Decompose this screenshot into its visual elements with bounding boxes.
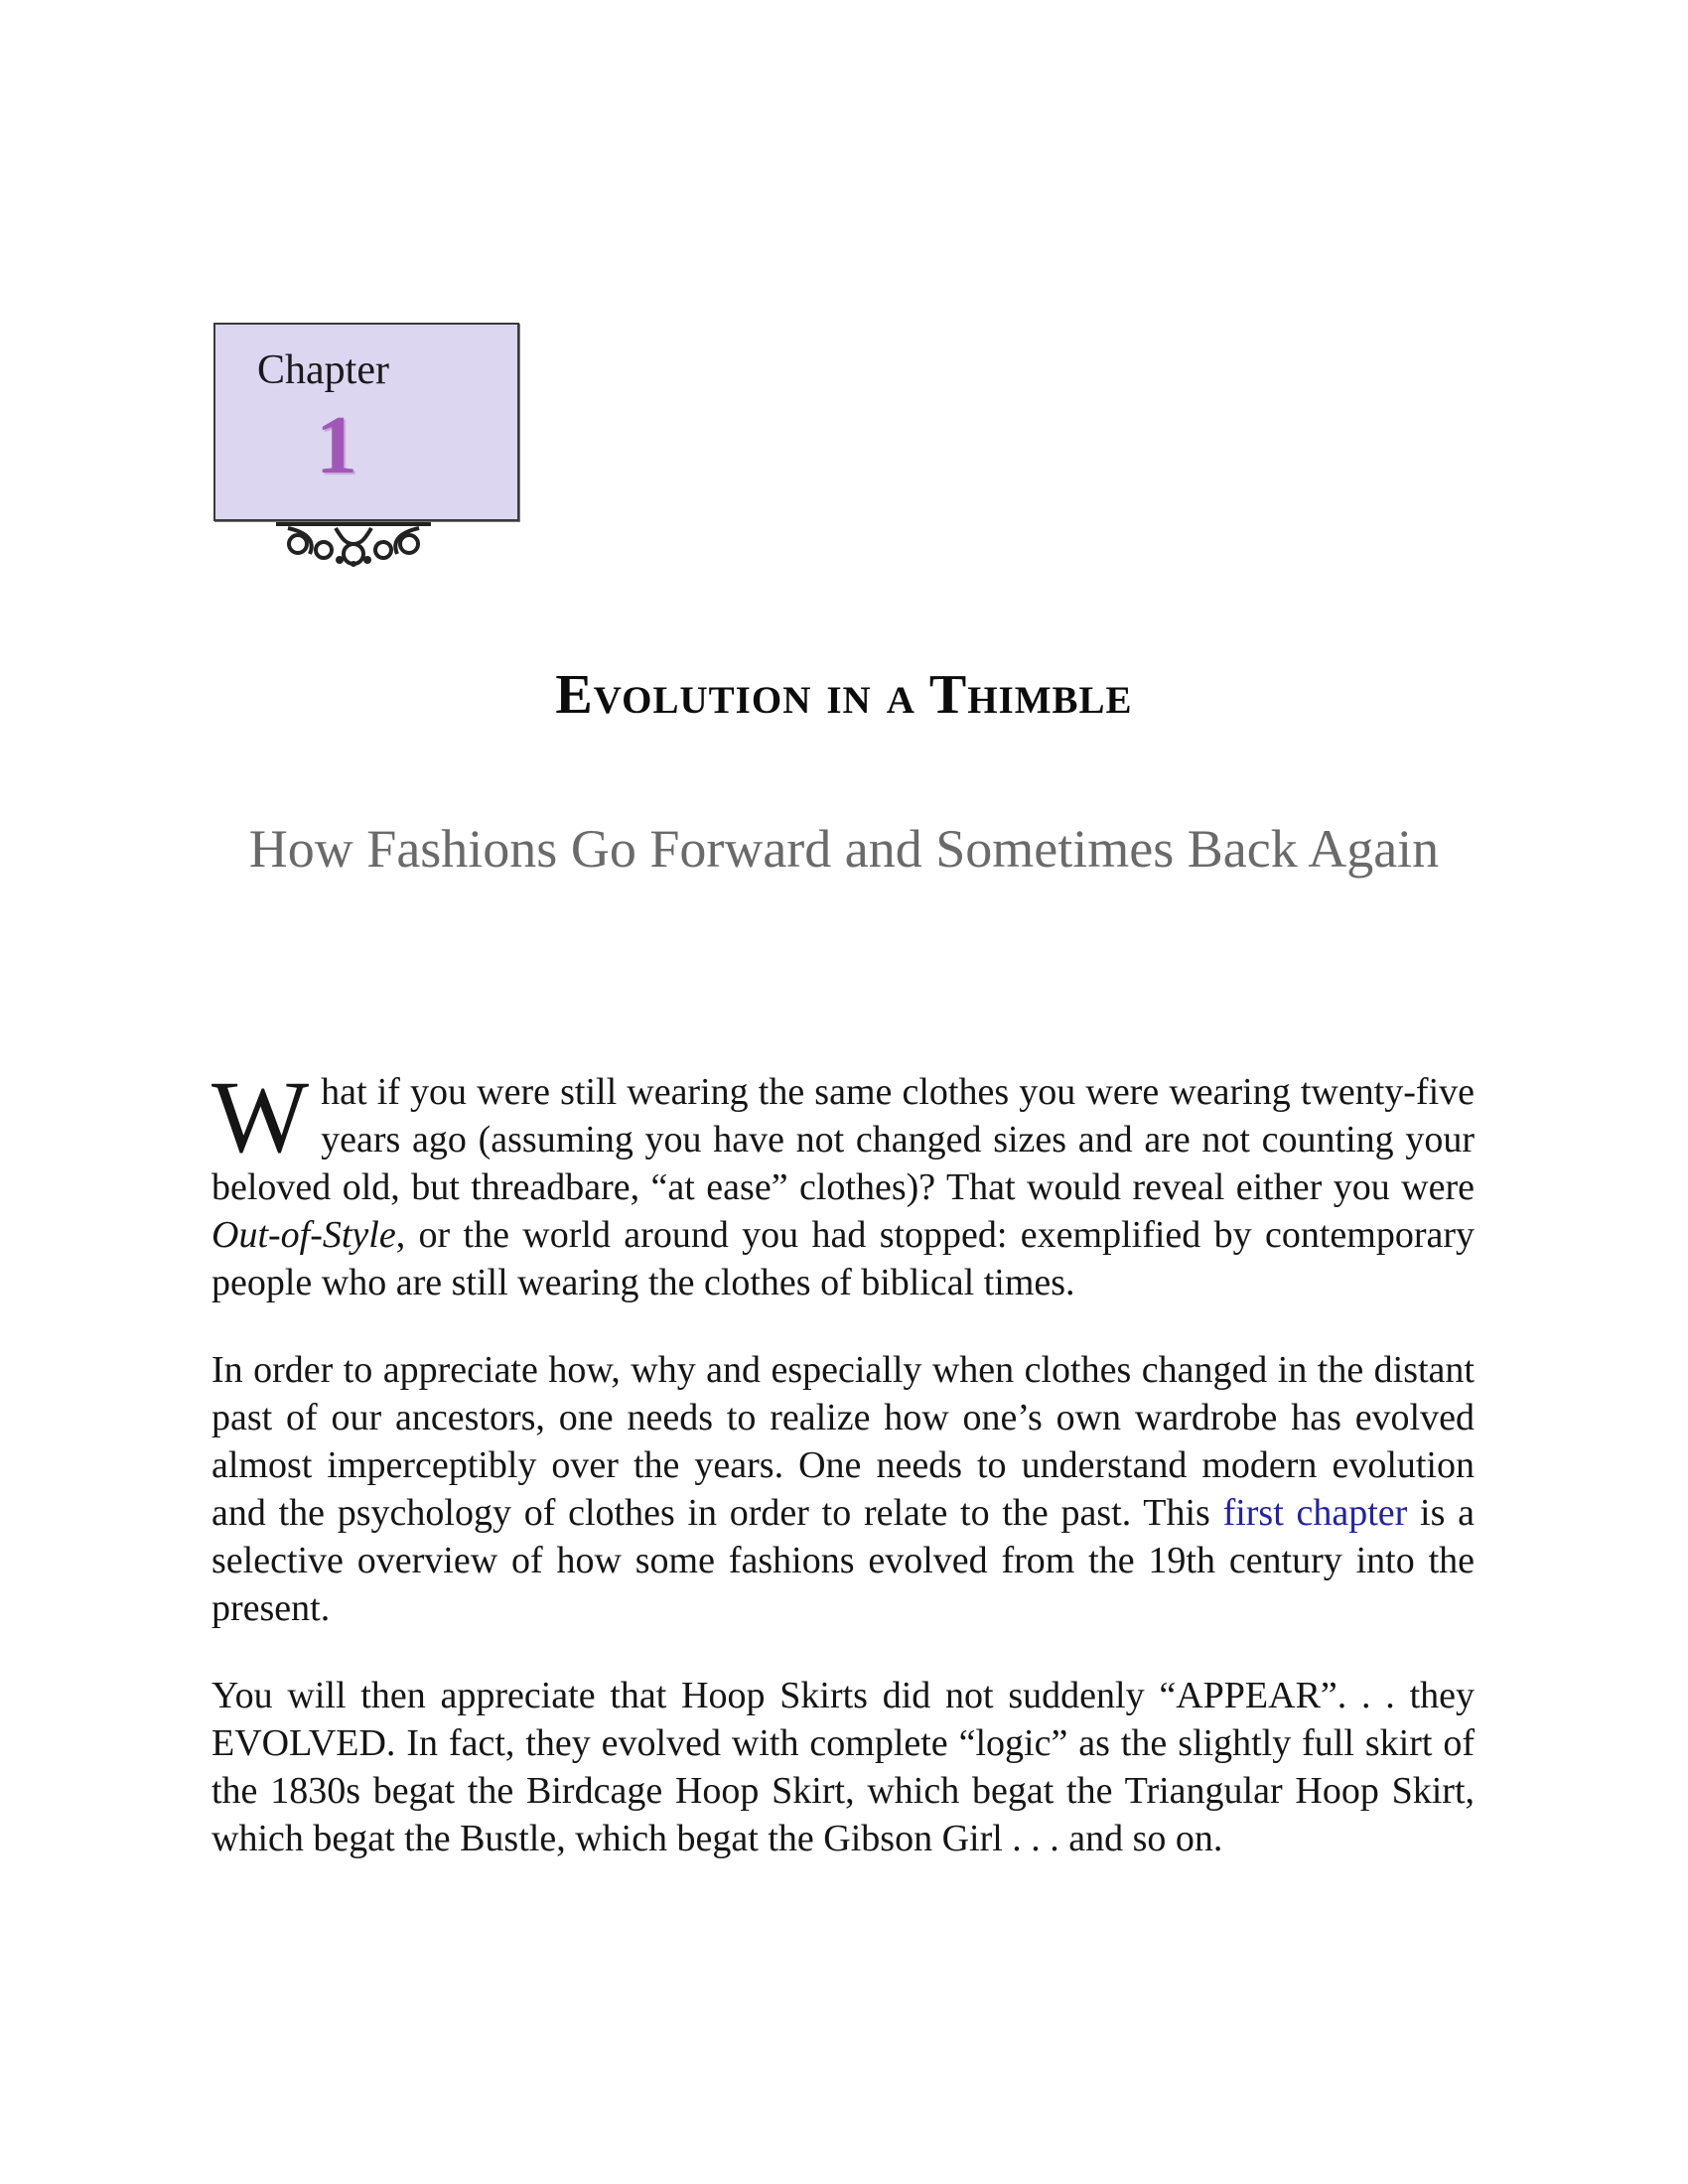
paragraph-1 — [211, 1060, 1475, 1306]
paragraph-1-text-a: hat if you were still wearing the same clothes you were wearing twenty-five years ago (assuming you have not changed sizes and are not counting your beloved old, but threadbare, “at ease” clothes)? That would reveal either you were — [211, 1071, 1475, 1208]
ornament-flourish-icon — [266, 518, 441, 568]
paragraph-1-text-b: , or the world around you had stopped: exemplified by contemporary people who are still wearing the clothes of biblical times. — [211, 1214, 1475, 1303]
paragraph-2-text-a: In order to appreciate how, why and especially when clothes changed in the distant past of our ancestors, one needs to realize how one’s own wardrobe has evolved almost imperceptibly over the years. One needs to understand modern evolution and the psychology of clothes in order to relate to the past. This — [211, 1349, 1475, 1534]
paragraph-3 — [211, 1672, 1475, 1862]
chapter-number: 1 — [316, 399, 357, 491]
paragraph-3-text: You will then appreciate that Hoop Skirts did not suddenly “APPEAR”. . . they EVOLVED. In fact, they evolved with complete “logic” as the slightly full skirt of the 1830s begat the Birdcage Hoop Skirt, which begat the Triangular Hoop Skirt, which begat the Bustle, which begat the Gibson Girl . . . and so on. — [211, 1675, 1475, 1859]
emphasis-out-of-style: Out-of-Style — [211, 1214, 396, 1256]
chapter-label-box — [213, 323, 519, 521]
drop-cap: W — [211, 1060, 310, 1174]
paragraph-2-text-b: is a selective overview of how some fashions evolved from the 19th century into the present. — [211, 1492, 1476, 1629]
first-chapter-link[interactable]: first chapter — [1222, 1492, 1408, 1534]
chapter-word: Chapter — [257, 347, 389, 393]
paragraph-2 — [211, 1346, 1475, 1632]
chapter-title: Evolution in a Thimble — [555, 664, 1133, 726]
body-text — [211, 1060, 1476, 1902]
chapter-subtitle: How Fashions Go Forward and Sometimes Back Again — [248, 819, 1440, 879]
